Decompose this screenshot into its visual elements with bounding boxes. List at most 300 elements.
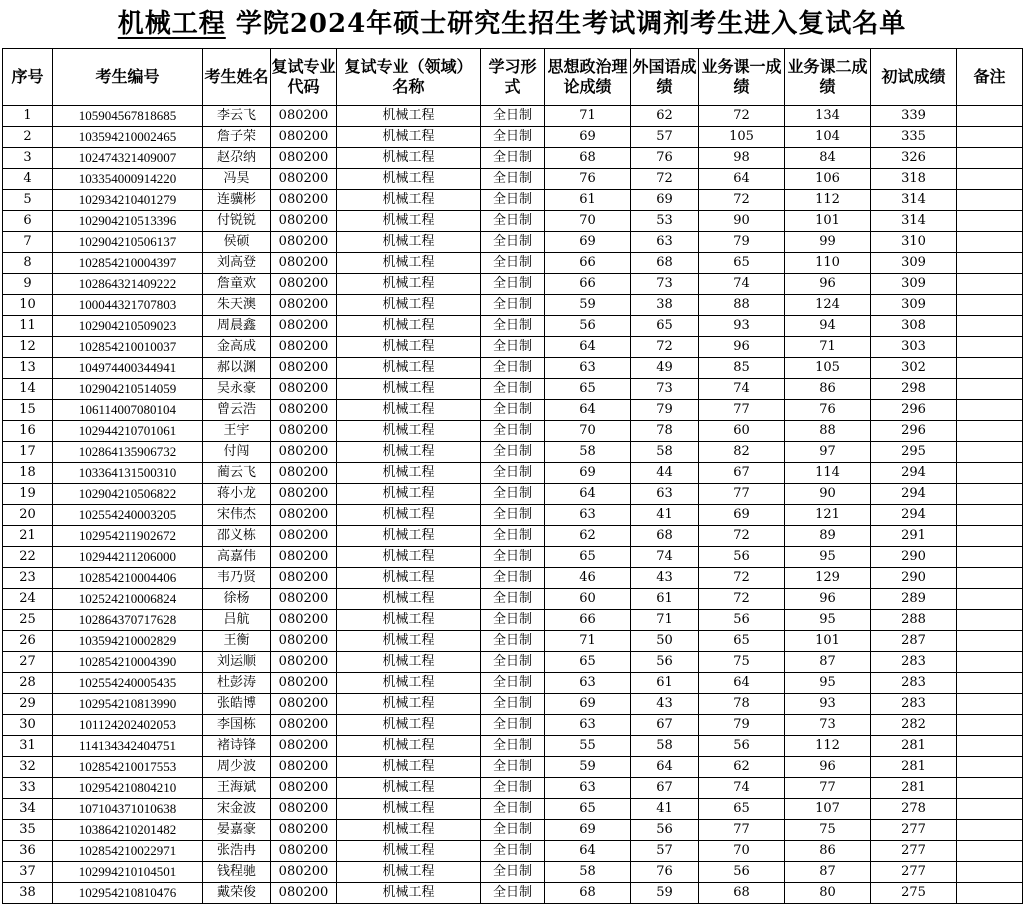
major-code: 080200 [271, 778, 337, 799]
politics-score: 56 [545, 316, 631, 337]
remark [957, 715, 1023, 736]
course2-score: 95 [785, 673, 871, 694]
study-mode: 全日制 [481, 358, 545, 379]
study-mode: 全日制 [481, 421, 545, 442]
politics-score: 66 [545, 274, 631, 295]
politics-score: 62 [545, 526, 631, 547]
total-score: 291 [871, 526, 957, 547]
candidate-name: 詹童欢 [203, 274, 271, 295]
study-mode: 全日制 [481, 862, 545, 883]
study-mode: 全日制 [481, 316, 545, 337]
row-number: 4 [3, 169, 53, 190]
table-row [3, 883, 1023, 904]
total-score: 298 [871, 379, 957, 400]
major-code: 080200 [271, 169, 337, 190]
col-header: 学习形式 [481, 49, 545, 106]
college-name: 机械工程 [117, 9, 226, 39]
major-name: 机械工程 [337, 169, 481, 190]
major-name: 机械工程 [337, 148, 481, 169]
row-number: 32 [3, 757, 53, 778]
study-mode: 全日制 [481, 148, 545, 169]
politics-score: 68 [545, 883, 631, 904]
table-row [3, 484, 1023, 505]
course1-score: 64 [699, 673, 785, 694]
study-mode: 全日制 [481, 589, 545, 610]
row-number: 20 [3, 505, 53, 526]
candidate-id: 104974400344941 [53, 358, 203, 379]
major-name: 机械工程 [337, 694, 481, 715]
candidate-id: 102944211206000 [53, 547, 203, 568]
major-name: 机械工程 [337, 211, 481, 232]
candidate-id: 103364131500310 [53, 463, 203, 484]
row-number: 3 [3, 148, 53, 169]
total-score: 314 [871, 190, 957, 211]
table-row [3, 106, 1023, 127]
foreign-language-score: 41 [631, 505, 699, 526]
candidate-id: 102904210506137 [53, 232, 203, 253]
table-row [3, 715, 1023, 736]
study-mode: 全日制 [481, 295, 545, 316]
major-name: 机械工程 [337, 610, 481, 631]
course1-score: 78 [699, 694, 785, 715]
major-name: 机械工程 [337, 526, 481, 547]
candidate-name: 李云飞 [203, 106, 271, 127]
course2-score: 93 [785, 694, 871, 715]
major-name: 机械工程 [337, 778, 481, 799]
remark [957, 673, 1023, 694]
remark [957, 337, 1023, 358]
major-name: 机械工程 [337, 820, 481, 841]
course1-score: 90 [699, 211, 785, 232]
table-row [3, 316, 1023, 337]
candidate-id: 102524210006824 [53, 589, 203, 610]
foreign-language-score: 56 [631, 820, 699, 841]
study-mode: 全日制 [481, 274, 545, 295]
course1-score: 60 [699, 421, 785, 442]
course2-score: 121 [785, 505, 871, 526]
foreign-language-score: 69 [631, 190, 699, 211]
foreign-language-score: 65 [631, 316, 699, 337]
row-number: 31 [3, 736, 53, 757]
candidate-name: 连骥彬 [203, 190, 271, 211]
course1-score: 72 [699, 190, 785, 211]
remark [957, 505, 1023, 526]
foreign-language-score: 64 [631, 757, 699, 778]
major-code: 080200 [271, 379, 337, 400]
major-code: 080200 [271, 484, 337, 505]
total-score: 277 [871, 820, 957, 841]
study-mode: 全日制 [481, 547, 545, 568]
politics-score: 58 [545, 442, 631, 463]
row-number: 18 [3, 463, 53, 484]
foreign-language-score: 72 [631, 169, 699, 190]
candidate-name: 晏嘉豪 [203, 820, 271, 841]
candidate-id: 102854210022971 [53, 841, 203, 862]
candidate-id: 105904567818685 [53, 106, 203, 127]
candidate-name: 张皓博 [203, 694, 271, 715]
remark [957, 862, 1023, 883]
politics-score: 70 [545, 211, 631, 232]
study-mode: 全日制 [481, 694, 545, 715]
major-name: 机械工程 [337, 757, 481, 778]
table-row [3, 694, 1023, 715]
course1-score: 67 [699, 463, 785, 484]
course2-score: 96 [785, 757, 871, 778]
major-code: 080200 [271, 757, 337, 778]
row-number: 29 [3, 694, 53, 715]
candidate-id: 102854210004397 [53, 253, 203, 274]
candidate-name: 刘运顺 [203, 652, 271, 673]
row-number: 37 [3, 862, 53, 883]
foreign-language-score: 73 [631, 379, 699, 400]
candidate-name: 吴永豪 [203, 379, 271, 400]
table-row [3, 778, 1023, 799]
course2-score: 87 [785, 862, 871, 883]
candidate-id: 102554240005435 [53, 673, 203, 694]
candidate-id: 102934210401279 [53, 190, 203, 211]
row-number: 7 [3, 232, 53, 253]
remark [957, 778, 1023, 799]
row-number: 33 [3, 778, 53, 799]
major-name: 机械工程 [337, 190, 481, 211]
study-mode: 全日制 [481, 232, 545, 253]
course2-score: 99 [785, 232, 871, 253]
course1-score: 69 [699, 505, 785, 526]
table-row [3, 652, 1023, 673]
total-score: 309 [871, 295, 957, 316]
foreign-language-score: 49 [631, 358, 699, 379]
major-name: 机械工程 [337, 337, 481, 358]
col-header: 考生编号 [53, 49, 203, 106]
candidate-id: 102904210514059 [53, 379, 203, 400]
study-mode: 全日制 [481, 820, 545, 841]
total-score: 278 [871, 799, 957, 820]
candidate-name: 戴荣俊 [203, 883, 271, 904]
candidate-name: 周晨鑫 [203, 316, 271, 337]
study-mode: 全日制 [481, 883, 545, 904]
study-mode: 全日制 [481, 652, 545, 673]
table-row [3, 589, 1023, 610]
candidate-name: 赵尕纳 [203, 148, 271, 169]
row-number: 35 [3, 820, 53, 841]
row-number: 8 [3, 253, 53, 274]
course2-score: 96 [785, 274, 871, 295]
row-number: 36 [3, 841, 53, 862]
remark [957, 589, 1023, 610]
candidate-id: 102474321409007 [53, 148, 203, 169]
remark [957, 148, 1023, 169]
col-header: 外国语成绩 [631, 49, 699, 106]
major-code: 080200 [271, 568, 337, 589]
major-name: 机械工程 [337, 442, 481, 463]
total-score: 290 [871, 568, 957, 589]
total-score: 318 [871, 169, 957, 190]
row-number: 9 [3, 274, 53, 295]
remark [957, 169, 1023, 190]
politics-score: 65 [545, 547, 631, 568]
politics-score: 61 [545, 190, 631, 211]
foreign-language-score: 76 [631, 148, 699, 169]
major-name: 机械工程 [337, 400, 481, 421]
course2-score: 104 [785, 127, 871, 148]
major-name: 机械工程 [337, 484, 481, 505]
candidate-name: 曾云浩 [203, 400, 271, 421]
row-number: 19 [3, 484, 53, 505]
candidate-id: 102954210804210 [53, 778, 203, 799]
candidate-id: 102854210010037 [53, 337, 203, 358]
total-score: 283 [871, 652, 957, 673]
major-name: 机械工程 [337, 463, 481, 484]
course1-score: 96 [699, 337, 785, 358]
course2-score: 134 [785, 106, 871, 127]
foreign-language-score: 41 [631, 799, 699, 820]
foreign-language-score: 43 [631, 568, 699, 589]
row-number: 38 [3, 883, 53, 904]
row-number: 5 [3, 190, 53, 211]
major-code: 080200 [271, 673, 337, 694]
remark [957, 883, 1023, 904]
major-code: 080200 [271, 736, 337, 757]
table-row [3, 736, 1023, 757]
course2-score: 80 [785, 883, 871, 904]
total-score: 309 [871, 274, 957, 295]
remark [957, 652, 1023, 673]
course1-score: 70 [699, 841, 785, 862]
table-row [3, 841, 1023, 862]
course2-score: 94 [785, 316, 871, 337]
remark [957, 484, 1023, 505]
foreign-language-score: 59 [631, 883, 699, 904]
col-header: 备注 [957, 49, 1023, 106]
table-row [3, 547, 1023, 568]
candidate-id: 103864210201482 [53, 820, 203, 841]
study-mode: 全日制 [481, 736, 545, 757]
major-code: 080200 [271, 253, 337, 274]
table-row [3, 505, 1023, 526]
candidate-name: 王宇 [203, 421, 271, 442]
row-number: 27 [3, 652, 53, 673]
course2-score: 129 [785, 568, 871, 589]
candidate-name: 邵义栋 [203, 526, 271, 547]
total-score: 314 [871, 211, 957, 232]
major-code: 080200 [271, 442, 337, 463]
row-number: 15 [3, 400, 53, 421]
table-row [3, 274, 1023, 295]
candidate-id: 101124202402053 [53, 715, 203, 736]
candidate-name: 李国栋 [203, 715, 271, 736]
course1-score: 72 [699, 106, 785, 127]
page-title [0, 0, 1024, 48]
remark [957, 694, 1023, 715]
course2-score: 89 [785, 526, 871, 547]
foreign-language-score: 61 [631, 589, 699, 610]
course2-score: 124 [785, 295, 871, 316]
course2-score: 71 [785, 337, 871, 358]
major-name: 机械工程 [337, 505, 481, 526]
row-number: 22 [3, 547, 53, 568]
table-row [3, 232, 1023, 253]
course1-score: 77 [699, 820, 785, 841]
candidate-id: 114134342404751 [53, 736, 203, 757]
foreign-language-score: 68 [631, 526, 699, 547]
table-row [3, 253, 1023, 274]
course1-score: 85 [699, 358, 785, 379]
politics-score: 76 [545, 169, 631, 190]
politics-score: 63 [545, 505, 631, 526]
politics-score: 64 [545, 400, 631, 421]
total-score: 296 [871, 400, 957, 421]
course2-score: 112 [785, 736, 871, 757]
table-row [3, 862, 1023, 883]
study-mode: 全日制 [481, 610, 545, 631]
remark [957, 106, 1023, 127]
total-score: 289 [871, 589, 957, 610]
major-name: 机械工程 [337, 232, 481, 253]
foreign-language-score: 71 [631, 610, 699, 631]
candidate-id: 102864135906732 [53, 442, 203, 463]
total-score: 296 [871, 421, 957, 442]
course2-score: 90 [785, 484, 871, 505]
foreign-language-score: 73 [631, 274, 699, 295]
total-score: 294 [871, 463, 957, 484]
study-mode: 全日制 [481, 778, 545, 799]
remark [957, 190, 1023, 211]
candidate-name: 詹子荣 [203, 127, 271, 148]
course1-score: 88 [699, 295, 785, 316]
remark [957, 568, 1023, 589]
remark [957, 736, 1023, 757]
major-name: 机械工程 [337, 421, 481, 442]
study-mode: 全日制 [481, 463, 545, 484]
course1-score: 56 [699, 547, 785, 568]
foreign-language-score: 78 [631, 421, 699, 442]
course2-score: 97 [785, 442, 871, 463]
major-code: 080200 [271, 232, 337, 253]
foreign-language-score: 67 [631, 778, 699, 799]
row-number: 13 [3, 358, 53, 379]
course2-score: 84 [785, 148, 871, 169]
candidate-name: 王衡 [203, 631, 271, 652]
table-row [3, 673, 1023, 694]
study-mode: 全日制 [481, 631, 545, 652]
course1-score: 75 [699, 652, 785, 673]
candidate-id: 102554240003205 [53, 505, 203, 526]
foreign-language-score: 68 [631, 253, 699, 274]
course1-score: 98 [699, 148, 785, 169]
politics-score: 71 [545, 631, 631, 652]
major-name: 机械工程 [337, 736, 481, 757]
row-number: 6 [3, 211, 53, 232]
course2-score: 96 [785, 589, 871, 610]
remark [957, 379, 1023, 400]
table-row [3, 631, 1023, 652]
table-row [3, 421, 1023, 442]
politics-score: 66 [545, 610, 631, 631]
candidate-name: 付锐锐 [203, 211, 271, 232]
major-code: 080200 [271, 799, 337, 820]
politics-score: 46 [545, 568, 631, 589]
total-score: 309 [871, 253, 957, 274]
candidate-id: 102944210701061 [53, 421, 203, 442]
candidate-id: 102904210509023 [53, 316, 203, 337]
politics-score: 66 [545, 253, 631, 274]
study-mode: 全日制 [481, 379, 545, 400]
table-row [3, 337, 1023, 358]
candidate-name: 周少波 [203, 757, 271, 778]
table-row [3, 379, 1023, 400]
candidate-name: 徐杨 [203, 589, 271, 610]
politics-score: 64 [545, 484, 631, 505]
major-code: 080200 [271, 862, 337, 883]
table-row [3, 211, 1023, 232]
politics-score: 65 [545, 379, 631, 400]
table-row [3, 127, 1023, 148]
header-row [3, 49, 1023, 106]
total-score: 281 [871, 757, 957, 778]
major-code: 080200 [271, 106, 337, 127]
major-code: 080200 [271, 400, 337, 421]
course2-score: 95 [785, 610, 871, 631]
candidate-id: 102954211902672 [53, 526, 203, 547]
course1-score: 65 [699, 253, 785, 274]
remark [957, 253, 1023, 274]
course2-score: 110 [785, 253, 871, 274]
remark [957, 274, 1023, 295]
study-mode: 全日制 [481, 526, 545, 547]
candidate-name: 宋金波 [203, 799, 271, 820]
total-score: 282 [871, 715, 957, 736]
course1-score: 56 [699, 862, 785, 883]
course1-score: 74 [699, 379, 785, 400]
total-score: 302 [871, 358, 957, 379]
foreign-language-score: 62 [631, 106, 699, 127]
total-score: 281 [871, 736, 957, 757]
row-number: 17 [3, 442, 53, 463]
major-name: 机械工程 [337, 673, 481, 694]
row-number: 2 [3, 127, 53, 148]
candidate-table [2, 48, 1023, 904]
table-row [3, 400, 1023, 421]
politics-score: 59 [545, 757, 631, 778]
candidate-id: 102854210004390 [53, 652, 203, 673]
foreign-language-score: 72 [631, 337, 699, 358]
course2-score: 107 [785, 799, 871, 820]
foreign-language-score: 43 [631, 694, 699, 715]
course1-score: 56 [699, 736, 785, 757]
remark [957, 127, 1023, 148]
study-mode: 全日制 [481, 400, 545, 421]
candidate-name: 高嘉伟 [203, 547, 271, 568]
candidate-id: 102854210004406 [53, 568, 203, 589]
major-name: 机械工程 [337, 715, 481, 736]
candidate-name: 蔺云飞 [203, 463, 271, 484]
study-mode: 全日制 [481, 169, 545, 190]
row-number: 24 [3, 589, 53, 610]
politics-score: 69 [545, 232, 631, 253]
major-code: 080200 [271, 211, 337, 232]
candidate-id: 100044321707803 [53, 295, 203, 316]
col-header: 序号 [3, 49, 53, 106]
remark [957, 757, 1023, 778]
candidate-id: 107104371010638 [53, 799, 203, 820]
foreign-language-score: 53 [631, 211, 699, 232]
total-score: 281 [871, 778, 957, 799]
study-mode: 全日制 [481, 673, 545, 694]
table-row [3, 610, 1023, 631]
total-score: 294 [871, 484, 957, 505]
row-number: 1 [3, 106, 53, 127]
total-score: 308 [871, 316, 957, 337]
